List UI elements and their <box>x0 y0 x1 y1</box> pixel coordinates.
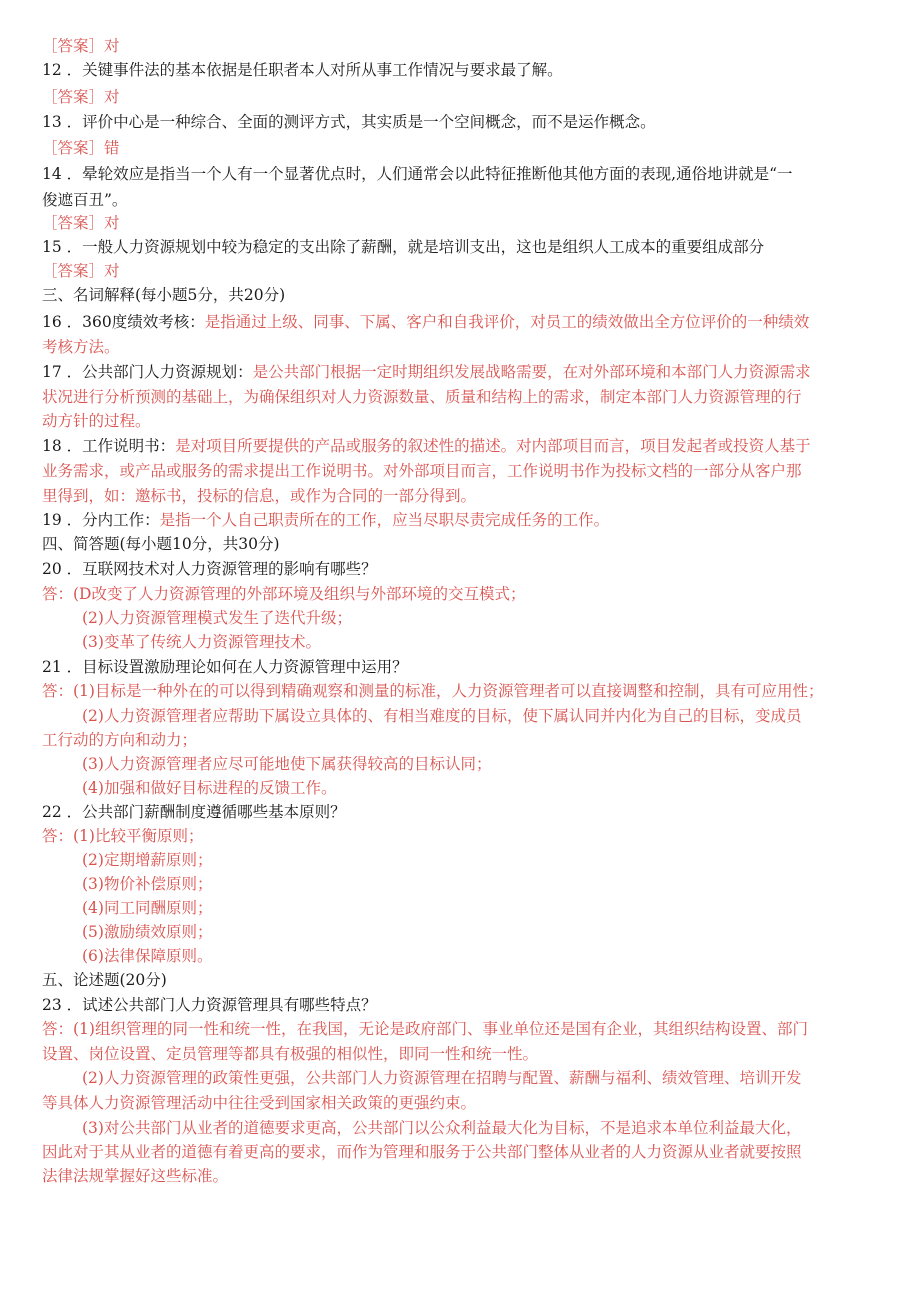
text-line: (3)物价补偿原则； <box>82 875 213 893</box>
text-line: 三、名词解释(每小题5分，共20分) <box>42 286 286 304</box>
text-line: 20 ．互联网技术对人力资源管理的影响有哪些？ <box>42 560 377 578</box>
text-line: 俊遮百丑”。 <box>42 191 128 209</box>
text-line: (4)加强和做好目标进程的反馈工作。 <box>82 779 337 797</box>
text-line: (2)人力资源管理的政策性更强，公共部门人力资源管理在招聘与配置、薪酬与福利、绩效管理、培训开发 <box>82 1069 802 1087</box>
text-line <box>42 310 882 334</box>
term-label: 19 ．分内工作： <box>42 511 160 529</box>
term-label: 16 ．360度绩效考核： <box>42 313 205 331</box>
text-line: 动方针的过程。 <box>42 412 151 430</box>
term-definition: 是指通过上级、同事、下属、客户和自我评价，对员工的绩效做出全方位评价的一种绩效 <box>204 313 810 331</box>
term-definition: 是公共部门根据一定时期组织发展战略需要，在对外部环境和本部门人力资源需求 <box>252 363 811 381</box>
text-line: (4)同工同酬原则； <box>82 899 213 917</box>
text-line: 14 ．晕轮效应是指当一个人有一个显著优点时，人们通常会以此特征推断他其他方面的表现,通俗地讲就是“一 <box>42 165 793 183</box>
term-definition: 是对项目所要提供的产品或服务的叙述性的描述。对内部项目而言，项目发起者或投资人基于 <box>175 437 811 455</box>
text-line: ［答案］对 <box>42 262 120 280</box>
text-line: ［答案］对 <box>42 214 120 232</box>
text-line: 21 ．目标设置激励理论如何在人力资源管理中运用？ <box>42 658 408 676</box>
text-line: 13 ．评价中心是一种综合、全面的测评方式，其实质是一个空间概念，而不是运作概念。 <box>42 113 656 131</box>
text-line <box>42 360 882 384</box>
text-line: (3)人力资源管理者应尽可能地使下属获得较高的目标认同； <box>82 755 492 773</box>
term-label: 17 ．公共部门人力资源规划： <box>42 363 253 381</box>
text-line: 设置、岗位设置、定员管理等都具有极强的相似性，即同一性和统一性。 <box>42 1045 539 1063</box>
text-line: (2)人力资源管理模式发生了迭代升级； <box>82 609 352 627</box>
text-line <box>42 508 882 532</box>
text-line: (3)对公共部门从业者的道德要求更高，公共部门以公众利益最大化为目标，不是追求本单位利益最大化， <box>82 1119 802 1137</box>
text-line: 工行动的方向和动力； <box>42 731 198 749</box>
text-line: 答：(1)比较平衡原则； <box>42 827 204 845</box>
text-line: 四、简答题(每小题10分，共30分) <box>42 535 280 553</box>
text-line: ［答案］对 <box>42 37 120 55</box>
text-line: 答：(1)目标是一种外在的可以得到精确观察和测量的标准，人力资源管理者可以直接调整和控制，具有可应用性； <box>42 682 824 700</box>
text-line: (2)定期增薪原则； <box>82 851 213 869</box>
text-line: 12 ．关键事件法的基本依据是任职者本人对所从事工作情况与要求最了解。 <box>42 61 563 79</box>
text-line: 业务需求，或产品或服务的需求提出工作说明书。对外部项目而言，工作说明书作为投标文档的一部分从客户那 <box>42 462 802 480</box>
text-line: 法律法规掌握好这些标准。 <box>42 1167 229 1185</box>
text-line: 答：(1)组织管理的同一性和统一性，在我国，无论是政府部门、事业单位还是国有企业，其组织结构设置、部门 <box>42 1020 808 1038</box>
text-line: ［答案］对 <box>42 88 120 106</box>
text-line: 23 ．试述公共部门人力资源管理具有哪些特点？ <box>42 996 377 1014</box>
text-line <box>42 434 882 458</box>
text-line: 15 ．一般人力资源规划中较为稳定的支出除了薪酬，就是培训支出，这也是组织人工成本的重要组成部分 <box>42 238 765 256</box>
text-line: (6)法律保障原则。 <box>82 947 213 965</box>
text-line: 五、论述题(20分) <box>42 971 167 989</box>
text-line: (3)变革了传统人力资源管理技术。 <box>82 633 321 651</box>
text-line: 因此对于其从业者的道德有着更高的要求，而作为管理和服务于公共部门整体从业者的人力资源从业者就要按照 <box>42 1143 802 1161</box>
text-line: 22 ．公共部门薪酬制度遵循哪些基本原则？ <box>42 803 346 821</box>
text-line: 答：(D改变了人力资源管理的外部环境及组织与外部环境的交互模式； <box>42 585 526 603</box>
text-line: 等具体人力资源管理活动中往往受到国家相关政策的更强约束。 <box>42 1094 477 1112</box>
text-line: 考核方法。 <box>42 338 120 356</box>
term-definition: 是指一个人自己职责所在的工作，应当尽职尽责完成任务的工作。 <box>159 511 610 529</box>
text-line: (5)激励绩效原则； <box>82 923 213 941</box>
text-line: ［答案］错 <box>42 139 120 157</box>
text-line: 状况进行分析预测的基础上，为确保组织对人力资源数量、质量和结构上的需求，制定本部门人力资源管理的行 <box>42 388 802 406</box>
text-line: (2)人力资源管理者应帮助下属设立具体的、有相当难度的目标，使下属认同并内化为自己的目标，变成员 <box>82 707 802 725</box>
term-label: 18 ．工作说明书： <box>42 437 176 455</box>
text-line: 里得到，如：邀标书，投标的信息，或作为合同的一部分得到。 <box>42 487 477 505</box>
